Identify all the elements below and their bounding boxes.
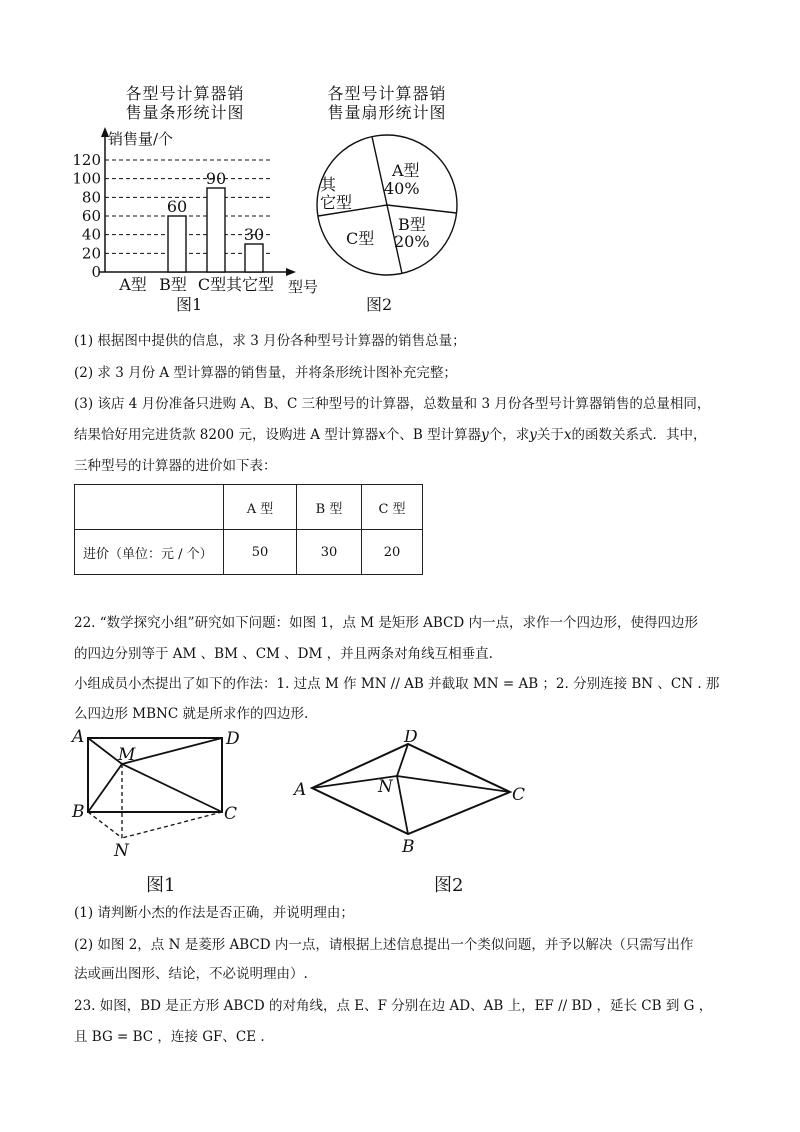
- slice-a-pct: 40%: [384, 179, 420, 198]
- q22-sub2-line2: 法或画出图形、结论，不必说明理由）.: [74, 966, 308, 982]
- bar: [207, 188, 225, 272]
- segment-cn: [122, 812, 222, 838]
- point-label-d: D: [404, 730, 418, 747]
- table-row-label: 进价（单位：元 / 个）: [75, 530, 224, 575]
- rectangle-abcd: [88, 738, 222, 812]
- slice-b-pct: 20%: [394, 232, 430, 251]
- bar-chart: [60, 124, 340, 320]
- y-tick-label: 80: [81, 188, 101, 207]
- q22-line1: 22. “数学探究小组”研究如下问题：如图 1，点 M 是矩形 ABCD 内一点，求作一个四边形，使得四边形: [74, 615, 699, 631]
- slice-other-line2: 它型: [320, 193, 353, 212]
- figure1-title: [100, 84, 270, 122]
- figure1-caption: 图1: [176, 295, 203, 314]
- y-tick-label: 40: [81, 225, 101, 244]
- bar-value-label: 60: [166, 197, 188, 216]
- geometry-fig2-caption: 图2: [434, 875, 464, 896]
- segment-nb: [397, 776, 408, 834]
- point-label-b: B: [402, 837, 415, 855]
- category-label: A型: [119, 275, 147, 294]
- table-row: [75, 530, 423, 575]
- segment-dm: [122, 738, 222, 764]
- point-label-m: M: [118, 745, 136, 765]
- q22-sub2-line1: (2) 如图 2，点 N 是菱形 ABCD 内一点，请根据上述信息提出一个类似问题，并予以解决（只需写出作: [74, 937, 694, 953]
- q22-sub1: (1) 请判断小杰的作法是否正确，并说明理由；: [74, 905, 354, 921]
- y-tick-label: 20: [81, 244, 101, 263]
- table-cell: 20: [362, 530, 423, 575]
- y-tick-label: 100: [72, 169, 101, 188]
- pie-chart: [312, 130, 462, 280]
- q21-part3-text-d: 关于: [536, 427, 564, 443]
- bar: [168, 216, 186, 272]
- table-cell: 50: [224, 530, 297, 575]
- q21-part3-text-e: 的函数关系式．其中，: [571, 427, 707, 443]
- geometry-figure-1: [70, 724, 250, 864]
- point-label-d: D: [226, 729, 240, 749]
- q21-part3-text-c: 个，求: [488, 427, 530, 443]
- var-x-2: x: [563, 427, 572, 443]
- figure1-title-line1: 各型号计算器销: [125, 84, 245, 103]
- figure2-caption: 图2: [366, 295, 393, 314]
- q23-line1: 23. 如图，BD 是正方形 ABCD 的对角线，点 E、F 分别在边 AD、AB 上，EF // BD ，延长 CB 到 G ，: [74, 998, 713, 1014]
- q21-part3-line1: (3) 该店 4 月份准备只进购 A、B、C 三种型号的计算器，总数量和 3 月份各型号计算器销售的总量相同，: [74, 396, 711, 412]
- segment-bm: [88, 764, 122, 812]
- x-axis-label: 型号: [288, 278, 319, 296]
- segment-am: [88, 738, 122, 764]
- point-label-a: A: [72, 727, 85, 747]
- q21-part2: (2) 求 3 月份 A 型计算器的销售量，并将条形统计图补充完整；: [74, 365, 457, 381]
- segment-cm: [122, 764, 222, 812]
- table-header-cell: A 型: [224, 485, 297, 530]
- slice-a-name: A型: [392, 161, 420, 180]
- slice-other-line1: 其: [320, 175, 337, 194]
- price-table: [74, 484, 423, 575]
- q21-part3-line3: 三种型号的计算器的进价如下表：: [74, 458, 277, 474]
- category-label: 其它型: [225, 275, 275, 294]
- q23-line2: 且 BG = BC ，连接 GF、CE .: [74, 1029, 265, 1045]
- y-tick-label: 60: [81, 207, 101, 225]
- figure1-title-line2: 售量条形统计图: [125, 103, 245, 122]
- category-label: C型: [197, 275, 227, 294]
- bar: [245, 244, 263, 272]
- slice-b-name: B型: [398, 215, 426, 234]
- point-label-c: C: [512, 785, 526, 805]
- var-y: y: [481, 427, 489, 443]
- x-axis-arrow-icon: [286, 268, 296, 276]
- q21-part3-text-b: 个、B 型计算器: [385, 427, 482, 443]
- geometry-fig1-caption: 图1: [146, 875, 176, 896]
- y-tick-label: 0: [91, 263, 101, 281]
- segment-bn: [88, 812, 122, 838]
- point-label-n: N: [114, 841, 129, 861]
- q22-line2: 的四边分别等于 AM 、BM 、CM 、DM ，并且两条对角线互相垂直.: [74, 646, 493, 662]
- table-header-cell: C 型: [362, 485, 423, 530]
- point-label-n: N: [378, 777, 393, 797]
- table-header-row: [75, 485, 423, 530]
- var-x: x: [378, 427, 386, 443]
- q21-part1: (1) 根据图中提供的信息，求 3 月份各种型号计算器的销售总量；: [74, 333, 466, 349]
- point-label-a: A: [294, 780, 307, 800]
- slice-c-name: C型: [346, 229, 375, 248]
- geometry-figure-2: [290, 730, 540, 855]
- figure2-title-line1: 各型号计算器销: [327, 84, 447, 103]
- q22-line4: 么四边形 MBNC 就是所求作的四边形.: [74, 706, 309, 722]
- q22-line3: 小组成员小杰提出了如下的作法：1. 过点 M 作 MN // AB 并截取 MN = AB ；2. 分别连接 BN 、CN . 那: [74, 676, 720, 692]
- table-cell: 30: [297, 530, 362, 575]
- q21-part3-line2: [74, 424, 707, 446]
- table-header-cell: B 型: [297, 485, 362, 530]
- point-label-c: C: [224, 804, 238, 824]
- pie-divider-right: [387, 205, 457, 213]
- y-tick-label: 120: [72, 151, 101, 169]
- bar-value-label: 90: [205, 169, 227, 188]
- q21-part3-text-a: 结果恰好用完进货款 8200 元，设购进 A 型计算器: [74, 427, 379, 443]
- rhombus-abcd: [312, 744, 510, 834]
- table-header-cell: [75, 485, 224, 530]
- var-y-2: y: [529, 427, 537, 443]
- figure2-title: [302, 84, 472, 122]
- figure2-title-line2: 售量扇形统计图: [327, 103, 447, 122]
- category-label: B型: [159, 275, 187, 294]
- bar-value-label: 30: [243, 225, 265, 244]
- point-label-b: B: [72, 802, 85, 822]
- y-axis-label: 销售量/个: [108, 130, 174, 148]
